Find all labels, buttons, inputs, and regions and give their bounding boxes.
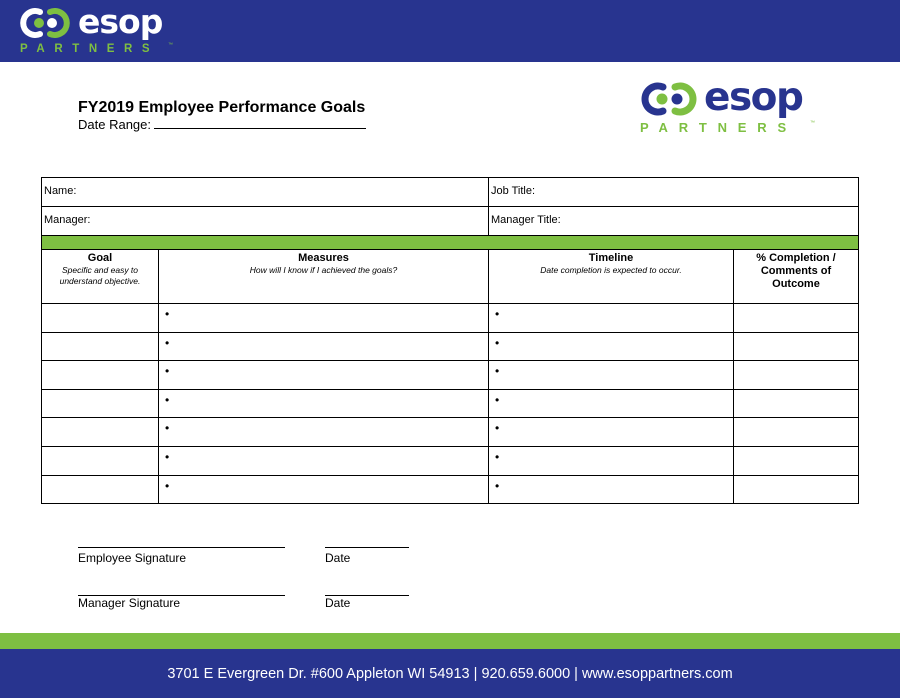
measures-cell[interactable] <box>159 418 489 447</box>
timeline-hint: Date completion is expected to occur. <box>540 265 682 275</box>
logo-mark-icon <box>18 8 76 38</box>
name-label: Name: <box>44 185 77 197</box>
job-title-field[interactable] <box>489 178 859 207</box>
manager-title-field[interactable] <box>489 207 859 236</box>
measures-cell[interactable] <box>159 389 489 418</box>
bullet: • <box>495 364 500 379</box>
bullet: • <box>165 478 170 493</box>
manager-date-label: Date <box>325 596 351 610</box>
measures-cell[interactable] <box>159 446 489 475</box>
goal-header <box>42 250 159 304</box>
completion-header <box>734 250 859 304</box>
bullet: • <box>165 335 170 350</box>
timeline-cell[interactable] <box>489 361 734 390</box>
brand-logo-main <box>638 75 828 138</box>
completion-cell[interactable] <box>734 304 859 333</box>
header-band <box>0 0 900 62</box>
measures-cell[interactable] <box>159 304 489 333</box>
logo-tagline: PARTNERS <box>640 120 797 135</box>
footer-accent-band <box>0 633 900 649</box>
table-row <box>42 332 859 361</box>
name-field[interactable] <box>42 178 489 207</box>
goal-cell[interactable] <box>42 332 159 361</box>
logo-tagline: PARTNERS <box>20 43 160 55</box>
timeline-header <box>489 250 734 304</box>
goal-cell[interactable] <box>42 361 159 390</box>
logo-trademark: ™ <box>168 42 173 48</box>
measures-cell[interactable] <box>159 332 489 361</box>
completion-cell[interactable] <box>734 389 859 418</box>
completion-cell[interactable] <box>734 332 859 361</box>
goal-cell[interactable] <box>42 304 159 333</box>
completion-cell[interactable] <box>734 361 859 390</box>
measures-hint: How will I know if I achieved the goals? <box>249 265 398 275</box>
timeline-heading: Timeline <box>588 252 634 264</box>
logo-wordmark: esop <box>704 75 803 120</box>
manager-field[interactable] <box>42 207 489 236</box>
bullet: • <box>495 421 500 436</box>
bullet: • <box>495 449 500 464</box>
name-row <box>42 178 859 207</box>
timeline-cell[interactable] <box>489 446 734 475</box>
bullet: • <box>165 307 170 321</box>
goal-cell[interactable] <box>42 446 159 475</box>
column-header-row <box>42 250 859 304</box>
logo-mark-icon <box>638 82 704 116</box>
timeline-cell[interactable] <box>489 418 734 447</box>
section-divider <box>42 236 859 250</box>
bullet: • <box>165 449 170 464</box>
bullet: • <box>495 307 500 321</box>
goal-heading: Goal <box>87 252 113 264</box>
bullet: • <box>495 478 500 493</box>
completion-cell[interactable] <box>734 446 859 475</box>
logo-wordmark: esop <box>78 2 163 41</box>
goal-hint: Specific and easy to understand objective. <box>59 265 141 286</box>
completion-cell[interactable] <box>734 418 859 447</box>
bullet: • <box>495 335 500 350</box>
table-row <box>42 304 859 333</box>
timeline-cell[interactable] <box>489 475 734 504</box>
date-range-field <box>78 117 366 133</box>
bullet: • <box>165 421 170 436</box>
bullet: • <box>495 392 500 407</box>
footer-contact-text: 3701 E Evergreen Dr. #600 Appleton WI 54913 | 920.659.6000 | www.esoppartners.com <box>167 666 733 682</box>
manager-row <box>42 207 859 236</box>
measures-cell[interactable] <box>159 361 489 390</box>
brand-logo-header <box>18 2 188 58</box>
date-range-label: Date Range: <box>78 117 151 132</box>
bullet: • <box>165 364 170 379</box>
manager-label: Manager: <box>44 214 91 226</box>
employee-signature-line[interactable] <box>78 547 285 548</box>
table-row <box>42 389 859 418</box>
date-range-line <box>154 117 366 129</box>
employee-signature-label: Employee Signature <box>78 551 187 565</box>
goals-table <box>41 177 859 504</box>
measures-cell[interactable] <box>159 475 489 504</box>
measures-heading: Measures <box>298 252 349 264</box>
table-row <box>42 475 859 504</box>
completion-cell[interactable] <box>734 475 859 504</box>
table-row <box>42 418 859 447</box>
employee-date-label: Date <box>325 551 351 565</box>
table-row <box>42 446 859 475</box>
timeline-cell[interactable] <box>489 304 734 333</box>
job-title-label: Job Title: <box>491 185 536 197</box>
table-row <box>42 361 859 390</box>
manager-signature-label: Manager Signature <box>78 596 181 610</box>
completion-heading: % Completion / Comments of Outcome <box>756 252 836 290</box>
bullet: • <box>165 392 170 407</box>
page-title: FY2019 Employee Performance Goals <box>78 99 366 116</box>
timeline-cell[interactable] <box>489 332 734 361</box>
logo-trademark: ™ <box>810 120 815 126</box>
goal-cell[interactable] <box>42 475 159 504</box>
timeline-cell[interactable] <box>489 389 734 418</box>
manager-title-label: Manager Title: <box>491 214 561 226</box>
employee-date-line[interactable] <box>325 547 409 548</box>
goal-cell[interactable] <box>42 418 159 447</box>
measures-header <box>159 250 489 304</box>
goal-cell[interactable] <box>42 389 159 418</box>
